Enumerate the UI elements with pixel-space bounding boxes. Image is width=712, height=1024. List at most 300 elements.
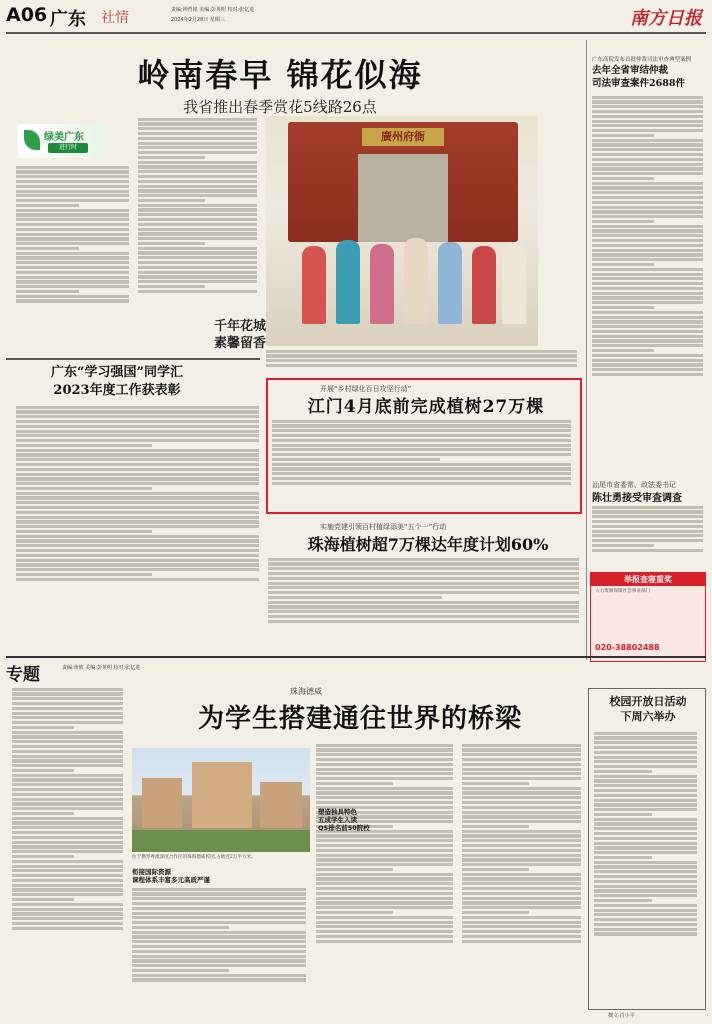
text-line (138, 118, 257, 121)
text-line (462, 940, 581, 943)
text-line (268, 577, 579, 580)
text-line (592, 311, 703, 314)
text-line (592, 530, 703, 533)
text-line (592, 96, 703, 99)
text-line (594, 765, 697, 768)
text-line (132, 940, 306, 943)
byline: 撰文:肖小平 (608, 1013, 635, 1019)
text-line (594, 822, 697, 825)
text-line (592, 239, 703, 242)
green-guangdong-badge (18, 124, 106, 158)
text-line (12, 688, 123, 691)
text-line (594, 861, 697, 864)
text-line (16, 434, 259, 437)
text-line (16, 252, 129, 255)
text-line (16, 573, 152, 576)
credits: 责编:钟哲铭 美编:彭英明 校对:张亿进 (171, 7, 255, 13)
text-line (462, 758, 581, 761)
text-line (592, 525, 703, 528)
text-line (16, 223, 129, 226)
article-column (592, 504, 706, 568)
text-line (268, 582, 579, 585)
text-line (592, 534, 703, 537)
text-line (592, 201, 703, 204)
text-line (268, 586, 579, 589)
text-line (12, 764, 123, 767)
text-line (132, 931, 306, 934)
photo-caption-line: 千年花城 (214, 319, 267, 334)
text-line (132, 912, 306, 915)
text-line (592, 292, 703, 295)
masthead (6, 4, 706, 30)
text-line (12, 807, 123, 810)
text-line (592, 287, 703, 290)
text-line (12, 841, 123, 844)
figure (472, 246, 496, 324)
text-line (16, 204, 79, 207)
text-line (594, 779, 697, 782)
text-line (16, 175, 129, 178)
text-line (272, 444, 571, 447)
figure (438, 242, 462, 324)
text-line (12, 697, 123, 700)
text-line (594, 865, 697, 868)
text-line (138, 266, 257, 269)
text-line (16, 266, 129, 269)
text-line (594, 909, 697, 912)
text-line (12, 755, 123, 758)
text-line (462, 906, 581, 909)
text-line (316, 897, 453, 900)
text-line (316, 887, 453, 890)
text-line (592, 215, 703, 218)
text-line (592, 268, 703, 271)
text-line (132, 945, 306, 948)
text-line (462, 863, 581, 866)
text-line (316, 834, 453, 837)
text-line (272, 463, 571, 466)
text-line (594, 732, 697, 735)
text-line (138, 285, 205, 288)
text-line (16, 218, 129, 221)
text-line (16, 185, 129, 188)
text-line (16, 458, 259, 461)
text-line (316, 882, 453, 885)
text-line (316, 768, 453, 771)
page-number: A06 (6, 4, 48, 26)
text-line (12, 874, 123, 877)
text-line (462, 849, 581, 852)
text-line (592, 515, 703, 518)
text-line (316, 753, 453, 756)
text-line (592, 306, 654, 309)
text-line (594, 885, 697, 888)
zhuhai-kicker: 实施党建引领百村植绿添美“五个一”行动 (320, 523, 447, 531)
text-line (316, 854, 453, 857)
text-line (462, 868, 529, 871)
text-line (592, 273, 703, 276)
text-line (16, 525, 259, 528)
text-line (316, 782, 393, 785)
headline-line: 下周六举办 (620, 710, 676, 723)
text-line (594, 770, 652, 773)
photo-caption-big (214, 318, 266, 352)
text-line (268, 591, 579, 594)
text-line (594, 808, 697, 811)
text-line (12, 817, 123, 820)
text-line (132, 902, 306, 905)
text-line (316, 873, 453, 876)
text-line (12, 826, 123, 829)
text-line (16, 247, 79, 250)
text-line (592, 210, 703, 213)
text-line (592, 158, 703, 161)
text-line (16, 496, 259, 499)
text-line (592, 520, 703, 523)
text-line (272, 467, 571, 470)
text-line (594, 851, 697, 854)
article-column (132, 886, 310, 1014)
text-line (462, 911, 529, 914)
headline-line: 2023年度工作获表彰 (53, 383, 181, 398)
text-line (316, 772, 453, 775)
text-line (594, 842, 697, 845)
brand-logo: 南方日报 (630, 8, 702, 29)
text-line (594, 918, 697, 921)
text-line (16, 516, 259, 519)
text-line (594, 880, 697, 883)
text-line (138, 161, 257, 164)
article-column (16, 404, 264, 644)
text-line (592, 363, 703, 366)
text-line (132, 916, 306, 919)
text-line (12, 702, 123, 705)
article-column (272, 418, 578, 510)
text-line (592, 234, 703, 237)
tip-bar: 举报查寝重奖 (591, 573, 705, 586)
text-line (462, 892, 581, 895)
text-line (592, 249, 703, 252)
text-line (462, 791, 581, 794)
text-line (16, 406, 259, 409)
text-line (592, 172, 703, 175)
text-line (16, 285, 129, 288)
text-line (12, 778, 123, 781)
text-line (16, 492, 259, 495)
text-line (592, 368, 703, 371)
text-line (12, 750, 123, 753)
text-line (132, 974, 306, 977)
text-line (592, 253, 703, 256)
text-line (592, 549, 703, 552)
text-line (16, 420, 259, 423)
text-line (16, 242, 129, 245)
text-line (16, 237, 129, 240)
text-line (132, 935, 306, 938)
text-line (316, 744, 453, 747)
text-line (16, 520, 259, 523)
text-line (594, 784, 697, 787)
text-line (138, 237, 257, 240)
text-line (592, 139, 703, 142)
text-line (132, 888, 306, 891)
text-line (592, 539, 703, 542)
text-line (12, 745, 123, 748)
text-line (272, 458, 440, 461)
text-line (12, 721, 123, 724)
text-line (592, 134, 654, 137)
text-line (138, 194, 257, 197)
lower-headline: 为学生搭建通往世界的桥梁 (197, 704, 522, 734)
text-line (12, 798, 123, 801)
text-line (462, 825, 529, 828)
article-column (16, 164, 132, 354)
text-line (16, 166, 129, 169)
text-line (592, 163, 703, 166)
tip-reward-box (590, 572, 706, 662)
text-line (592, 110, 703, 113)
text-line (138, 228, 257, 231)
text-line (462, 763, 581, 766)
text-line (12, 712, 123, 715)
text-line (592, 120, 703, 123)
text-line (138, 137, 257, 140)
text-line (592, 335, 703, 338)
text-line (592, 100, 703, 103)
text-line (594, 870, 697, 873)
text-line (268, 567, 579, 570)
text-line (272, 472, 571, 475)
text-line (16, 559, 259, 562)
text-line (462, 901, 581, 904)
text-line (266, 354, 577, 357)
rail-headline2: 陈壮勇接受审查调查 (592, 493, 682, 504)
subheading: 衔接国际资源 课程体系丰富多元高质严谨 (132, 868, 210, 884)
text-line (12, 692, 123, 695)
text-line (12, 759, 123, 762)
text-line (132, 964, 306, 967)
text-line (594, 751, 697, 754)
text-line (594, 775, 697, 778)
text-line (272, 420, 571, 423)
redbox-headline: 江门4月底前完成植树27万棵 (307, 397, 545, 417)
text-line (138, 175, 257, 178)
text-line (592, 344, 703, 347)
text-line (138, 180, 257, 183)
rail-kicker: 广东高院发布首批仲裁司法审查典型案例 (592, 57, 692, 63)
section-sub: 社情 (101, 10, 129, 26)
text-line (268, 562, 579, 565)
text-line (268, 610, 579, 613)
text-line (462, 882, 581, 885)
text-line (272, 482, 571, 485)
building (260, 782, 302, 828)
text-line (594, 856, 652, 859)
text-line (12, 845, 123, 848)
text-line (268, 605, 579, 608)
text-line (12, 898, 74, 901)
text-line (594, 760, 697, 763)
gate (288, 122, 518, 242)
text-line (462, 815, 581, 818)
text-line (594, 837, 697, 840)
school-photo (132, 748, 310, 852)
article-column (316, 742, 456, 1012)
text-line (16, 554, 259, 557)
text-line (138, 280, 257, 283)
text-line (272, 434, 571, 437)
text-line (594, 923, 697, 926)
text-line (12, 821, 123, 824)
text-line (132, 959, 306, 962)
text-line (12, 869, 123, 872)
text-line (138, 165, 257, 168)
text-line (592, 544, 654, 547)
article-column (462, 742, 584, 1012)
subheading: 塑造独具特色 五成学生入读 QS排名前50院校 (318, 808, 370, 832)
divider (6, 32, 706, 34)
text-line (594, 827, 697, 830)
main-headline: 岭南春早 锦花似海 (137, 56, 423, 94)
text-line (594, 746, 697, 749)
headline-line: 校园开放日活动 (609, 695, 687, 708)
text-line (138, 185, 257, 188)
text-line (16, 506, 259, 509)
text-line (16, 530, 152, 533)
text-line (16, 539, 259, 542)
text-line (138, 261, 257, 264)
text-line (316, 787, 453, 790)
text-line (592, 186, 703, 189)
text-line (138, 271, 257, 274)
text-line (12, 716, 123, 719)
text-line (594, 904, 697, 907)
text-line (138, 256, 257, 259)
text-line (266, 350, 577, 353)
text-line (592, 167, 703, 170)
text-line (138, 208, 257, 211)
text-line (462, 787, 581, 790)
text-line (12, 893, 123, 896)
text-line (594, 818, 697, 821)
text-line (462, 873, 581, 876)
text-line (592, 296, 703, 299)
text-line (132, 955, 306, 958)
section-name: 广东 (50, 9, 86, 30)
text-line (592, 258, 703, 261)
text-line (268, 615, 579, 618)
text-line (592, 330, 703, 333)
text-line (16, 233, 129, 236)
text-line (462, 897, 581, 900)
text-line (272, 439, 571, 442)
text-line (16, 299, 129, 302)
text-line (16, 194, 129, 197)
text-line (594, 846, 697, 849)
text-line (16, 468, 259, 471)
text-line (592, 206, 703, 209)
text-line (16, 209, 129, 212)
text-line (138, 242, 205, 245)
text-line (594, 899, 652, 902)
text-line (12, 912, 123, 915)
open-day-headline (596, 694, 700, 724)
text-line (16, 415, 259, 418)
article-column (12, 686, 126, 1016)
zhuhai-headline: 珠海植树超7万棵达年度计划60% (307, 535, 549, 554)
rail-kicker2: 汕尾市省委常、政法委书记 (592, 481, 676, 489)
text-line (16, 473, 259, 476)
figure (370, 244, 394, 324)
text-line (16, 295, 129, 298)
text-line (12, 884, 123, 887)
gate-door (358, 154, 448, 242)
badge-tag: 进行时 (48, 143, 88, 153)
text-line (592, 153, 703, 156)
text-line (316, 791, 453, 794)
text-line (592, 143, 703, 146)
text-line (316, 839, 453, 842)
text-line (462, 935, 581, 938)
text-line (138, 232, 257, 235)
text-line (592, 196, 703, 199)
text-line (316, 921, 453, 924)
text-line (12, 908, 123, 911)
text-line (592, 263, 654, 266)
main-subheadline: 我省推出春季赏花5线路26点 (183, 98, 377, 116)
redbox-kicker: 开展“乡村绿化百日攻坚行动” (320, 385, 412, 393)
text-line (316, 892, 453, 895)
text-line (316, 911, 393, 914)
text-line (594, 799, 697, 802)
text-line (462, 768, 581, 771)
text-line (316, 748, 453, 751)
text-line (316, 777, 453, 780)
text-line (594, 756, 697, 759)
text-line (462, 772, 581, 775)
text-line (12, 922, 123, 925)
text-line (12, 740, 123, 743)
gate-sign: 廣州府衙 (362, 128, 444, 146)
leaf-icon (24, 130, 40, 150)
text-line (462, 877, 581, 880)
main-photo (266, 116, 538, 346)
text-line (268, 601, 579, 604)
text-line (132, 950, 306, 953)
text-line (316, 758, 453, 761)
text-line (12, 793, 123, 796)
text-line (12, 903, 123, 906)
text-line (12, 850, 123, 853)
text-line (138, 199, 205, 202)
study-strong-headline (22, 364, 212, 400)
text-line (272, 424, 571, 427)
text-line (592, 349, 654, 352)
date: 2024年2月28日 星期三 (171, 17, 225, 23)
figure (502, 244, 526, 324)
text-line (266, 364, 577, 367)
text-line (12, 855, 74, 858)
text-line (316, 763, 453, 766)
text-line (462, 834, 581, 837)
text-line (16, 563, 259, 566)
building (192, 762, 252, 828)
text-line (462, 782, 529, 785)
text-line (592, 282, 703, 285)
text-line (12, 865, 123, 868)
text-line (592, 220, 654, 223)
text-line (316, 925, 453, 928)
